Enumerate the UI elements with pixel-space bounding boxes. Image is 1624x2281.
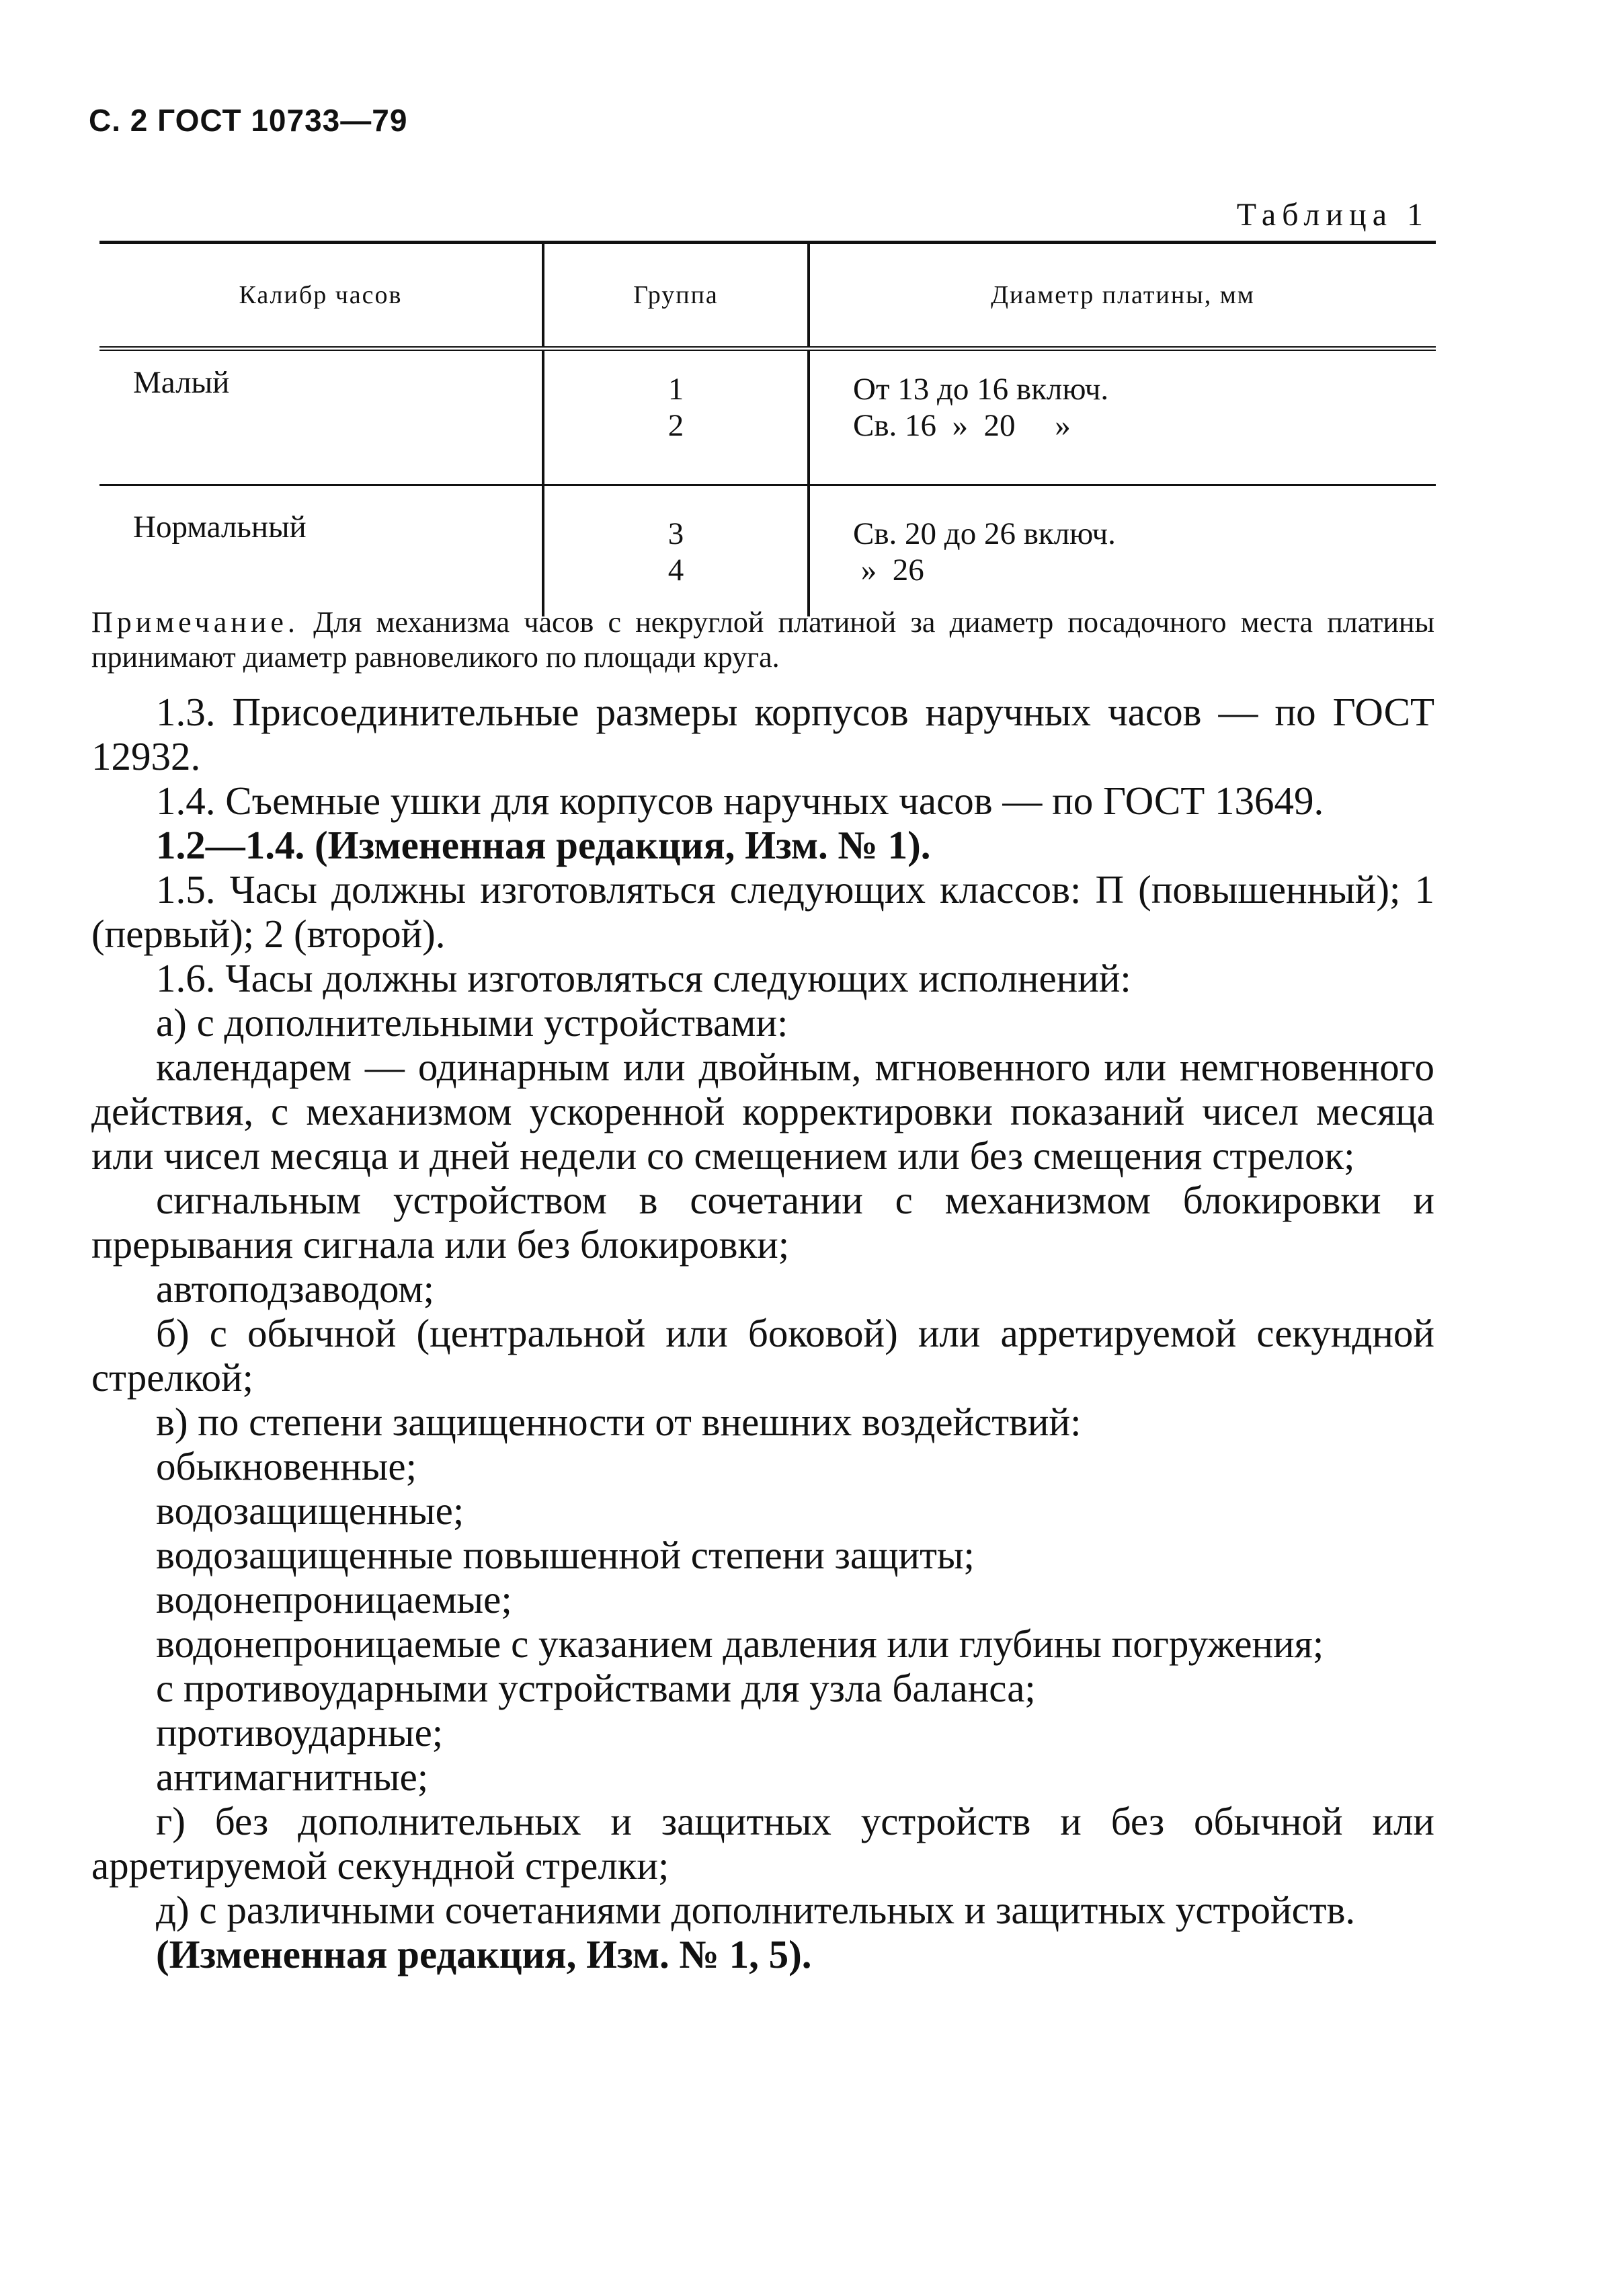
paragraph-1-6: 1.6. Часы должны изготовляться следующих исполнений: [156, 956, 1131, 1000]
list-item: водонепроницаемые с указанием давления или глубины погружения; [156, 1622, 1324, 1666]
list-item: водонепроницаемые; [156, 1577, 512, 1622]
list-item-a: а) с дополнительными устройствами: [156, 1000, 788, 1045]
list-item-g: г) без дополнительных и защитных устройств и без обычной или арретируемой секундной стрелки; [91, 1799, 1434, 1888]
diameter-cell [809, 485, 1436, 617]
table-1 [99, 241, 1436, 616]
table-caption: Таблица 1 [1236, 197, 1429, 233]
paragraph-1-3: 1.3. Присоединительные размеры корпусов наручных часов — по ГОСТ 12932. [91, 690, 1434, 778]
page-header: С. 2 ГОСТ 10733—79 [89, 103, 408, 138]
column-header-caliber: Калибр часов [99, 243, 543, 349]
list-item: с противоударными устройствами для узла баланса; [156, 1666, 1036, 1710]
diameter-cell [809, 349, 1436, 485]
caliber-name: Малый [99, 349, 543, 485]
list-item: сигнальным устройством в сочетании с механизмом блокировки и прерывания сигнала или без блокировки; [91, 1178, 1434, 1267]
revision-note: (Измененная редакция, Изм. № 1, 5). [156, 1932, 812, 1976]
revision-note: 1.2—1.4. (Измененная редакция, Изм. № 1). [156, 823, 931, 867]
group-cell [543, 349, 809, 485]
diameter-value: » 26 [853, 553, 924, 588]
list-item: водозащищенные; [156, 1488, 464, 1533]
list-item-v: в) по степени защищенности от внешних воздействий: [156, 1400, 1082, 1444]
list-item: обыкновенные; [156, 1444, 417, 1488]
table-row [99, 485, 1436, 617]
column-header-group: Группа [543, 243, 809, 349]
group-value: 2 [667, 408, 684, 443]
group-value: 3 [667, 516, 684, 551]
document-body [91, 605, 1434, 1976]
group-value: 1 [667, 372, 684, 407]
note-text: Для механизма часов с некруглой платиной за диаметр посадочного места платины принимают диаметр равновеликого по площади круга. [91, 606, 1435, 674]
list-item: календарем — одинарным или двойным, мгновенного или немгновенного действия, с механизмом ускоренной корректировки показаний чисел месяца или чисел месяца и дней недели со смещением или без смещения стрелок; [91, 1045, 1434, 1178]
caliber-table [99, 241, 1436, 616]
diameter-value: Св. 16 » 20 » [853, 408, 1071, 443]
column-header-diameter: Диаметр платины, мм [809, 243, 1436, 349]
table-header-row [99, 243, 1436, 349]
note-label: Примечание. [91, 606, 299, 639]
group-value: 4 [667, 553, 684, 588]
paragraph-1-4: 1.4. Съемные ушки для корпусов наручных часов — по ГОСТ 13649. [156, 778, 1324, 823]
paragraph-1-5: 1.5. Часы должны изготовляться следующих классов: П (повышенный); 1 (первый); 2 (второй). [91, 867, 1434, 956]
group-cell [543, 485, 809, 617]
list-item-d: д) с различными сочетаниями дополнительных и защитных устройств. [156, 1888, 1356, 1932]
table-row [99, 349, 1436, 485]
diameter-value: Св. 20 до 26 включ. [853, 516, 1116, 551]
list-item: автоподзаводом; [156, 1267, 435, 1311]
caliber-name: Нормальный [133, 510, 307, 545]
list-item-b: б) с обычной (центральной или боковой) или арретируемой секундной стрелкой; [91, 1311, 1434, 1400]
list-item: водозащищенные повышенной степени защиты; [156, 1533, 975, 1577]
table-note [91, 605, 1434, 675]
list-item: антимагнитные; [156, 1755, 429, 1799]
diameter-value: От 13 до 16 включ. [853, 372, 1109, 407]
list-item: противоударные; [156, 1710, 444, 1755]
